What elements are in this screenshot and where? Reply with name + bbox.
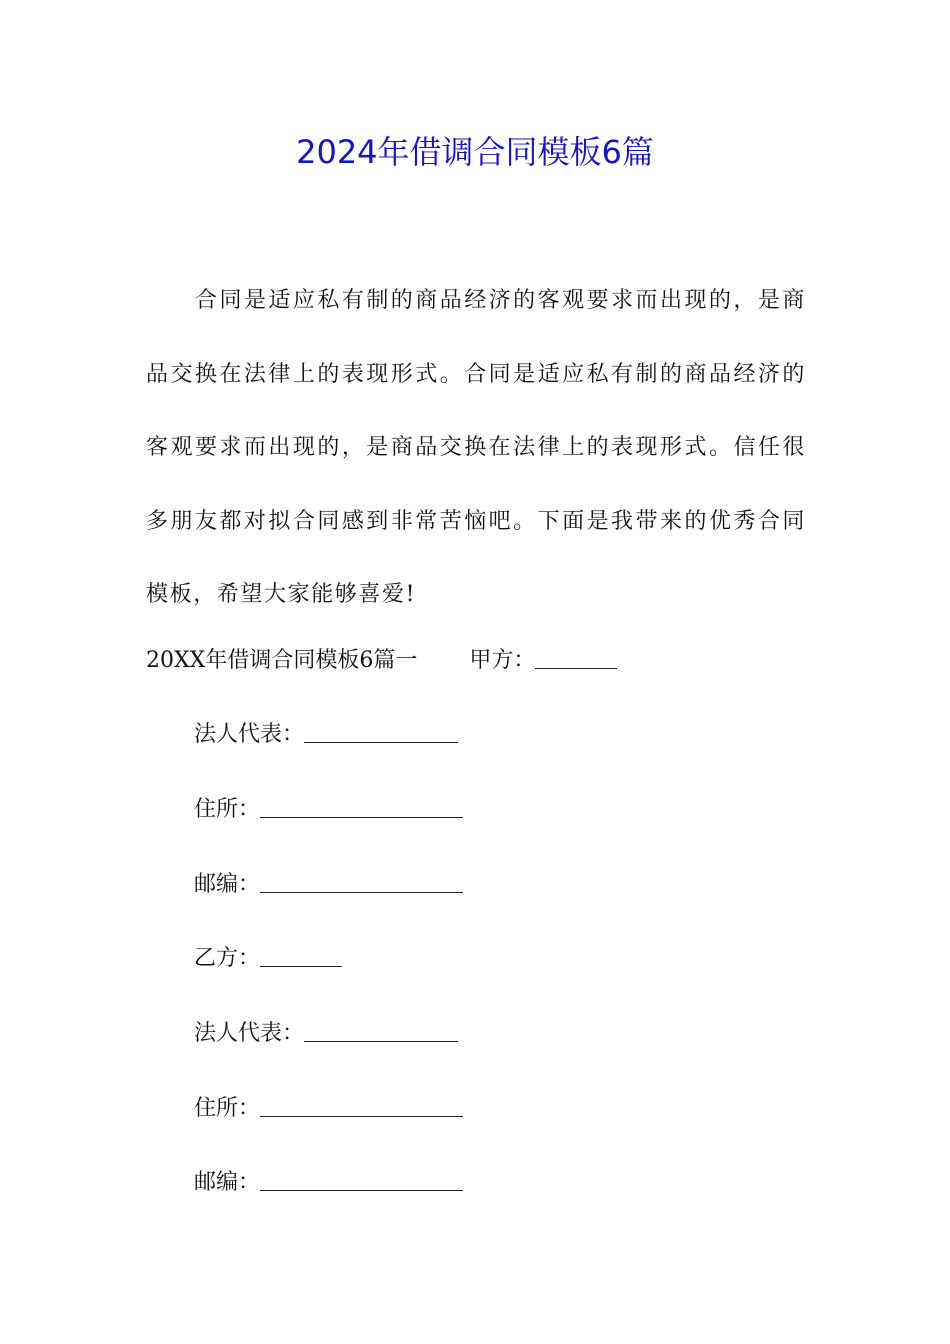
field-blank bbox=[260, 1168, 463, 1191]
field-legal-rep-b bbox=[194, 1017, 458, 1049]
field-address-b bbox=[194, 1092, 463, 1124]
party-a-label: 甲方： bbox=[469, 648, 536, 673]
field-label: 法人代表： bbox=[194, 722, 305, 747]
field-label: 乙方： bbox=[194, 946, 261, 971]
field-postcode-a bbox=[194, 868, 463, 900]
field-address-a bbox=[194, 793, 463, 825]
section-heading-line bbox=[146, 644, 617, 676]
intro-paragraph: 合同是适应私有制的商品经济的客观要求而出现的，是商品交换在法律上的表现形式。合同是适应私有制的商品经济的客观要求而出现的，是商品交换在法律上的表现形式。信任很多朋友都对拟合同感到非常苦恼吧。下面是我带来的优秀合同模板，希望大家能够喜爱! bbox=[146, 288, 806, 607]
field-label: 法人代表： bbox=[194, 1021, 305, 1046]
field-label: 邮编： bbox=[194, 1170, 261, 1195]
field-blank bbox=[304, 1019, 458, 1042]
field-blank bbox=[304, 720, 458, 743]
field-legal-rep-a bbox=[194, 718, 458, 750]
field-blank bbox=[260, 795, 463, 818]
field-label: 住所： bbox=[194, 1096, 261, 1121]
field-label: 住所： bbox=[194, 797, 261, 822]
page-title: 2024年借调合同模板6篇 bbox=[296, 133, 654, 171]
field-blank bbox=[260, 944, 342, 967]
field-label: 邮编： bbox=[194, 872, 261, 897]
party-a-blank bbox=[535, 646, 617, 669]
field-party-b bbox=[194, 942, 342, 974]
section-heading: 20XX年借调合同模板6篇一 bbox=[146, 648, 418, 673]
field-blank bbox=[260, 1094, 463, 1117]
field-postcode-b bbox=[194, 1166, 463, 1198]
field-blank bbox=[260, 870, 463, 893]
